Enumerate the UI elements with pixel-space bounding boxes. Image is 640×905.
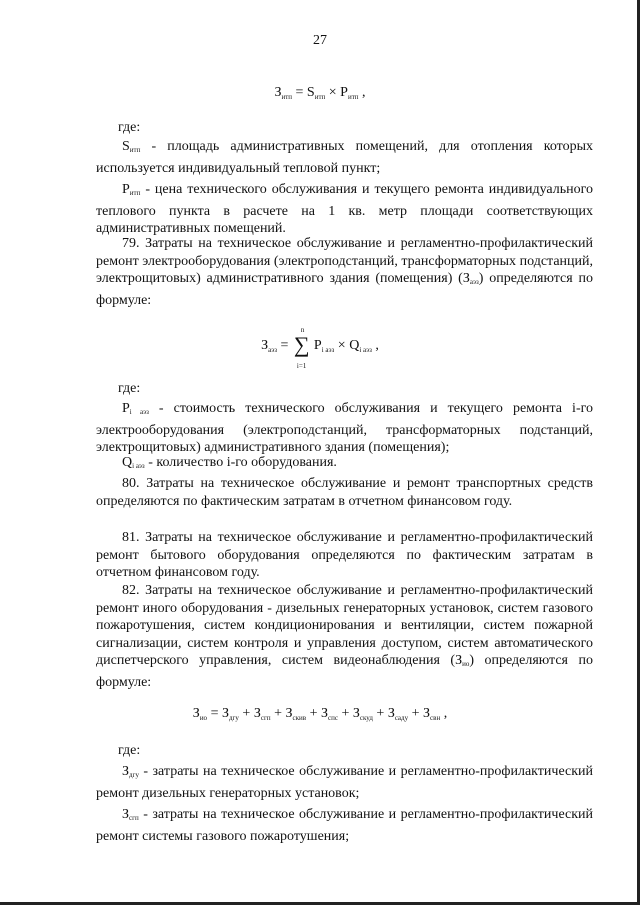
plus-sign: +	[408, 706, 424, 721]
where-label: где:	[118, 743, 141, 758]
formula-term: $З_{дгу}$	[221, 706, 239, 722]
formula-term: $З_{сгп}$	[253, 706, 271, 722]
paragraph-80: 80. Затраты на техническое обслуживание и ремонт транспортных средств определяются по фактическим затратам в отчетном финансовом году.	[96, 476, 593, 509]
plus-sign: +	[372, 706, 388, 721]
plus-sign: +	[337, 706, 353, 721]
plus-sign: +	[306, 706, 321, 721]
formula-term: $З_{скуд}$	[352, 706, 373, 722]
paragraph-82: 82. Затраты на техническое обслуживание и регламентно-профилактический ремонт иного оборудования - дизельных генераторных установок, систем газового пожаротушения, систем кондиционирования и вентиляции, систем пожарной сигнализации, систем контроля и управления доступом, систем автоматического диспетчерского управления, систем видеонаблюдения $(З_{ио})$ определяются по формуле:	[96, 583, 593, 690]
plus-sign: +	[238, 706, 254, 721]
definition-s-itp: $S_{итп}$ - площадь административных помещений, для отопления которых используется индивидуальный тепловой пункт;	[96, 139, 593, 176]
sum-symbol: n ∑ i=1	[293, 326, 310, 370]
paragraph-79: 79. Затраты на техническое обслуживание и регламентно-профилактический ремонт электрооборудования (электроподстанций, трансформаторных подстанций, электрощитовых) административного здания (помещения) $(З_{аэз})$ определяются по формуле:	[96, 236, 594, 308]
paragraph-81: 81. Затраты на техническое обслуживание и регламентно-профилактический ремонт бытового оборудования определяются по фактическим затратам в отчетном финансовом году.	[96, 530, 593, 581]
formula-term: $З_{скив}$	[285, 706, 307, 722]
definition-z-sgp: $З_{сгп}$ - затраты на техническое обслуживание и регламентно-профилактический ремонт системы газового пожаротушения;	[96, 807, 593, 844]
formula-io: $З_{ио} = З_{дгу} + З_{сгп} + З_{скив} + З_{спс} + З_{скуд} + З_{сaду} + З_{свн}$ ,	[192, 706, 448, 722]
where-label: где:	[118, 120, 141, 135]
formula-term: $З_{сaду}$	[387, 706, 409, 722]
formula-term: $З_{спс}$	[320, 706, 338, 722]
plus-sign: +	[270, 706, 286, 721]
definition-p-i-aez: $P_{i аэз}$ - стоимость технического обслуживания и текущего ремонта i-го электрооборудования (электроподстанций, трансформаторных подстанций, электрощитовых) административного здания (помещения);	[96, 401, 593, 456]
formula-itp: $З_{итп} = S_{итп} \times P_{итп}$ ,	[274, 85, 366, 101]
formula-aez: $З_{аэз}$ = n ∑ i=1 $P_{i аэз} \times Q_{i аэз}$ ,	[261, 326, 379, 370]
page-number: 27	[313, 33, 327, 48]
formula-term: $З_{свн}$	[423, 706, 441, 722]
definition-p-itp: $P_{итп}$ - цена технического обслуживания и текущего ремонта индивидуального теплового пункта в расчете на 1 кв. метр площади соответствующих административных помещений.	[96, 182, 593, 237]
definition-z-dgu: $З_{дгу}$ - затраты на техническое обслуживание и регламентно-профилактический ремонт дизельных генераторных установок;	[96, 764, 593, 801]
where-label: где:	[118, 381, 141, 396]
definition-q-i-aez: $Q_{i аэз}$ - количество i-го оборудования.	[122, 455, 337, 470]
